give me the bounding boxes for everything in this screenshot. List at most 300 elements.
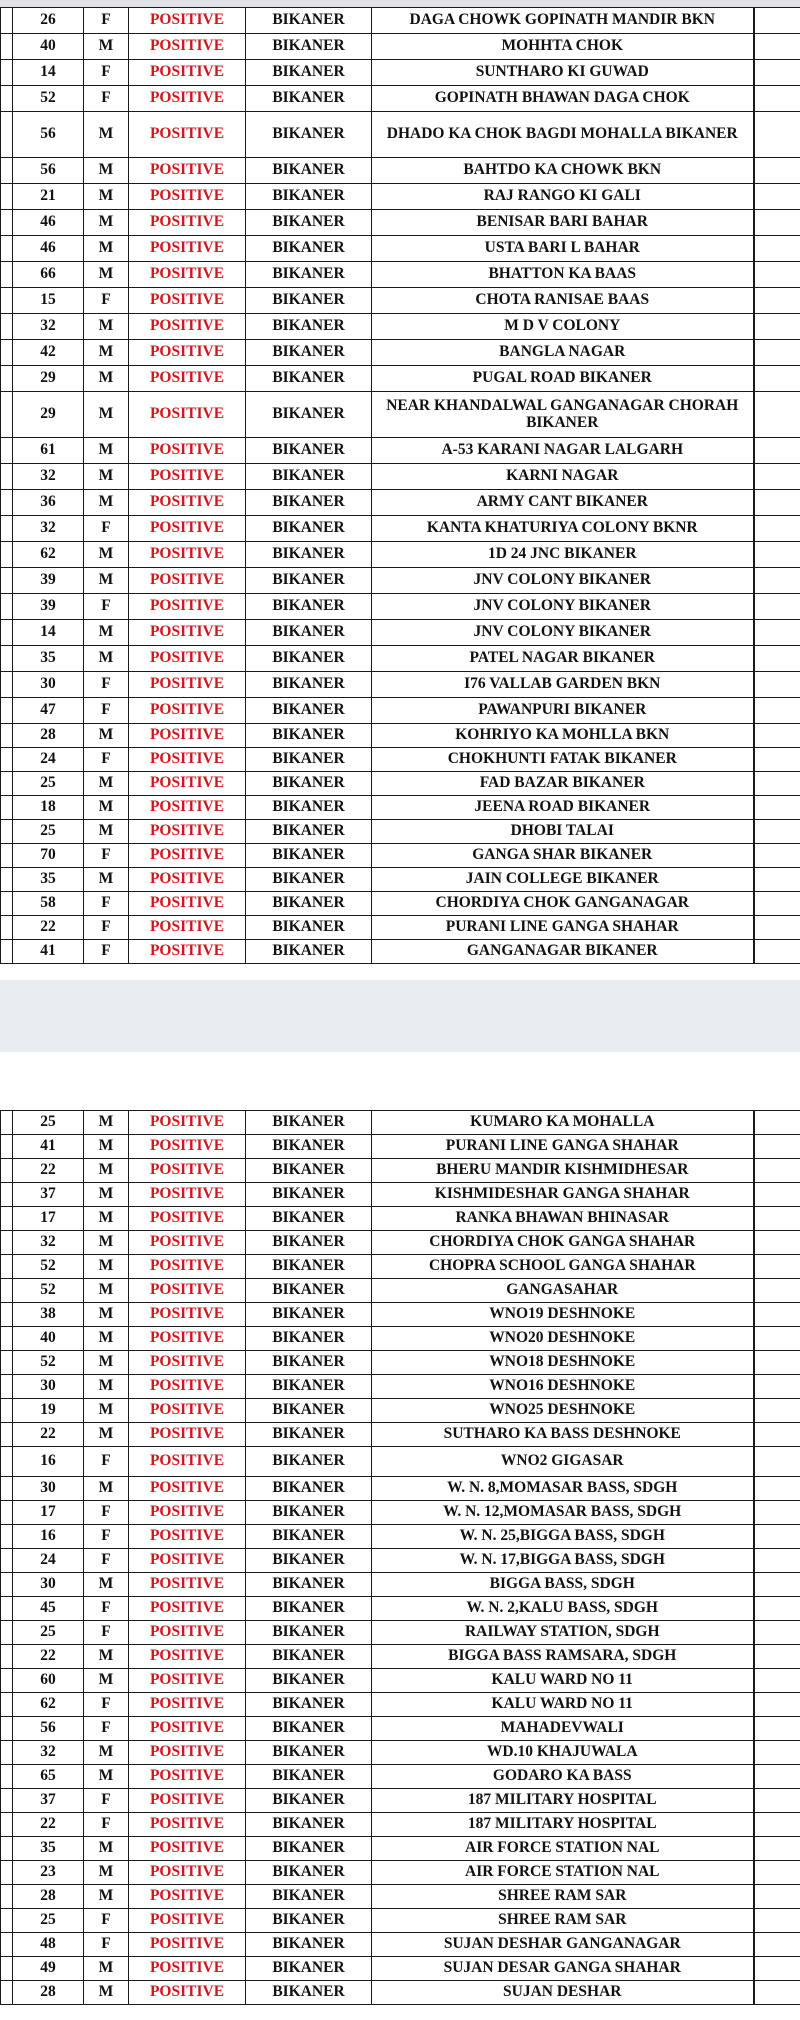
address-cell: WNO18 DESHNOKE: [372, 1351, 754, 1375]
age-cell: 32: [13, 314, 84, 340]
status-cell: POSITIVE: [129, 724, 246, 748]
age-cell: 22: [13, 916, 84, 940]
gender-cell: F: [84, 288, 129, 314]
address-cell: MAHADEVWALI: [372, 1717, 754, 1741]
row-edge-cell: [1, 1621, 13, 1645]
gender-cell: F: [84, 8, 129, 34]
status-cell: POSITIVE: [129, 1813, 246, 1837]
row-edge-cell: [1, 1501, 13, 1525]
age-cell: 35: [13, 868, 84, 892]
status-cell: POSITIVE: [129, 772, 246, 796]
address-cell: MOHHTA CHOK: [372, 34, 754, 60]
address-cell: WNO16 DESHNOKE: [372, 1375, 754, 1399]
age-cell: 35: [13, 646, 84, 672]
address-cell: KISHMIDESHAR GANGA SHAHAR: [372, 1183, 754, 1207]
district-cell: BIKANER: [246, 796, 372, 820]
status-cell: POSITIVE: [129, 366, 246, 392]
address-cell: CHOPRA SCHOOL GANGA SHAHAR: [372, 1255, 754, 1279]
age-cell: 41: [13, 1135, 84, 1159]
district-cell: BIKANER: [246, 772, 372, 796]
age-cell: 17: [13, 1501, 84, 1525]
row-edge-cell: [1, 464, 13, 490]
district-cell: BIKANER: [246, 1597, 372, 1621]
row-edge-cell: [1, 262, 13, 288]
row-edge-cell: [1, 594, 13, 620]
status-cell: POSITIVE: [129, 86, 246, 112]
row-edge-cell: [1, 1327, 13, 1351]
status-cell: POSITIVE: [129, 1183, 246, 1207]
district-cell: BIKANER: [246, 1231, 372, 1255]
address-cell: W. N. 12,MOMASAR BASS, SDGH: [372, 1501, 754, 1525]
row-trailing-cell: [754, 620, 800, 646]
age-cell: 39: [13, 568, 84, 594]
table-row: [1, 86, 800, 112]
status-cell: POSITIVE: [129, 892, 246, 916]
table-row: [1, 672, 800, 698]
table-row: [1, 438, 800, 464]
row-edge-cell: [1, 1789, 13, 1813]
age-cell: 37: [13, 1183, 84, 1207]
address-cell: NEAR KHANDALWAL GANGANAGAR CHORAH BIKANER: [372, 392, 754, 438]
row-trailing-cell: [754, 844, 800, 868]
gender-cell: M: [84, 1279, 129, 1303]
row-edge-cell: [1, 112, 13, 158]
table-row: [1, 1111, 800, 1135]
address-cell: BAHTDO KA CHOWK BKN: [372, 158, 754, 184]
row-trailing-cell: [754, 1447, 800, 1477]
address-cell: RAJ RANGO KI GALI: [372, 184, 754, 210]
gender-cell: M: [84, 1327, 129, 1351]
row-edge-cell: [1, 288, 13, 314]
row-trailing-cell: [754, 1111, 800, 1135]
status-cell: POSITIVE: [129, 1885, 246, 1909]
district-cell: BIKANER: [246, 1375, 372, 1399]
district-cell: BIKANER: [246, 1183, 372, 1207]
district-cell: BIKANER: [246, 1159, 372, 1183]
row-trailing-cell: [754, 1765, 800, 1789]
row-trailing-cell: [754, 646, 800, 672]
row-edge-cell: [1, 1231, 13, 1255]
row-trailing-cell: [754, 1501, 800, 1525]
age-cell: 30: [13, 672, 84, 698]
gender-cell: M: [84, 1255, 129, 1279]
district-cell: BIKANER: [246, 1621, 372, 1645]
row-trailing-cell: [754, 1327, 800, 1351]
address-cell: SUTHARO KA BASS DESHNOKE: [372, 1423, 754, 1447]
row-edge-cell: [1, 820, 13, 844]
row-trailing-cell: [754, 1957, 800, 1981]
row-edge-cell: [1, 340, 13, 366]
row-trailing-cell: [754, 724, 800, 748]
address-cell: A-53 KARANI NAGAR LALGARH: [372, 438, 754, 464]
gender-cell: M: [84, 1477, 129, 1501]
address-cell: SHREE RAM SAR: [372, 1909, 754, 1933]
district-cell: BIKANER: [246, 34, 372, 60]
gender-cell: F: [84, 748, 129, 772]
address-cell: GANGANAGAR BIKANER: [372, 940, 754, 964]
age-cell: 17: [13, 1207, 84, 1231]
gender-cell: F: [84, 844, 129, 868]
row-edge-cell: [1, 1861, 13, 1885]
age-cell: 18: [13, 796, 84, 820]
district-cell: BIKANER: [246, 288, 372, 314]
gender-cell: M: [84, 1111, 129, 1135]
status-cell: POSITIVE: [129, 1645, 246, 1669]
address-cell: BENISAR BARI BAHAR: [372, 210, 754, 236]
patient-table-1: [0, 7, 800, 964]
row-trailing-cell: [754, 820, 800, 844]
row-edge-cell: [1, 1183, 13, 1207]
gender-cell: M: [84, 1861, 129, 1885]
table-row: [1, 1573, 800, 1597]
table-row: [1, 1549, 800, 1573]
district-cell: BIKANER: [246, 1981, 372, 2005]
table-row: [1, 1327, 800, 1351]
status-cell: POSITIVE: [129, 1501, 246, 1525]
status-cell: POSITIVE: [129, 1741, 246, 1765]
age-cell: 21: [13, 184, 84, 210]
status-cell: POSITIVE: [129, 1327, 246, 1351]
district-cell: BIKANER: [246, 1813, 372, 1837]
address-cell: CHORDIYA CHOK GANGANAGAR: [372, 892, 754, 916]
status-cell: POSITIVE: [129, 1693, 246, 1717]
address-cell: AIR FORCE STATION NAL: [372, 1837, 754, 1861]
row-trailing-cell: [754, 1717, 800, 1741]
table-row: [1, 892, 800, 916]
status-cell: POSITIVE: [129, 1111, 246, 1135]
gender-cell: M: [84, 820, 129, 844]
gender-cell: M: [84, 112, 129, 158]
status-cell: POSITIVE: [129, 184, 246, 210]
address-cell: PURANI LINE GANGA SHAHAR: [372, 916, 754, 940]
row-edge-cell: [1, 34, 13, 60]
gender-cell: M: [84, 262, 129, 288]
status-cell: POSITIVE: [129, 646, 246, 672]
district-cell: BIKANER: [246, 568, 372, 594]
row-edge-cell: [1, 1717, 13, 1741]
row-edge-cell: [1, 1423, 13, 1447]
row-edge-cell: [1, 1573, 13, 1597]
status-cell: POSITIVE: [129, 60, 246, 86]
age-cell: 32: [13, 1741, 84, 1765]
age-cell: 22: [13, 1423, 84, 1447]
age-cell: 25: [13, 772, 84, 796]
row-trailing-cell: [754, 1549, 800, 1573]
address-cell: PURANI LINE GANGA SHAHAR: [372, 1135, 754, 1159]
district-cell: BIKANER: [246, 844, 372, 868]
address-cell: KARNI NAGAR: [372, 464, 754, 490]
row-trailing-cell: [754, 1861, 800, 1885]
row-edge-cell: [1, 646, 13, 672]
address-cell: 187 MILITARY HOSPITAL: [372, 1789, 754, 1813]
row-trailing-cell: [754, 1885, 800, 1909]
row-trailing-cell: [754, 1645, 800, 1669]
status-cell: POSITIVE: [129, 1597, 246, 1621]
table-row: [1, 1255, 800, 1279]
table-row: [1, 916, 800, 940]
row-trailing-cell: [754, 1837, 800, 1861]
row-edge-cell: [1, 1399, 13, 1423]
row-edge-cell: [1, 366, 13, 392]
table-row: [1, 392, 800, 438]
row-trailing-cell: [754, 868, 800, 892]
age-cell: 49: [13, 1957, 84, 1981]
age-cell: 22: [13, 1645, 84, 1669]
district-cell: BIKANER: [246, 60, 372, 86]
age-cell: 22: [13, 1813, 84, 1837]
row-trailing-cell: [754, 594, 800, 620]
district-cell: BIKANER: [246, 464, 372, 490]
table-row: [1, 1957, 800, 1981]
address-cell: KANTA KHATURIYA COLONY BKNR: [372, 516, 754, 542]
table-row: [1, 1231, 800, 1255]
age-cell: 14: [13, 620, 84, 646]
row-edge-cell: [1, 1303, 13, 1327]
gender-cell: M: [84, 464, 129, 490]
table-row: [1, 844, 800, 868]
district-cell: BIKANER: [246, 724, 372, 748]
row-trailing-cell: [754, 748, 800, 772]
row-edge-cell: [1, 868, 13, 892]
age-cell: 23: [13, 1861, 84, 1885]
gender-cell: M: [84, 868, 129, 892]
row-edge-cell: [1, 184, 13, 210]
table-row: [1, 748, 800, 772]
row-trailing-cell: [754, 1231, 800, 1255]
row-trailing-cell: [754, 940, 800, 964]
age-cell: 30: [13, 1573, 84, 1597]
row-trailing-cell: [754, 1303, 800, 1327]
district-cell: BIKANER: [246, 516, 372, 542]
address-cell: JEENA ROAD BIKANER: [372, 796, 754, 820]
gender-cell: M: [84, 1399, 129, 1423]
age-cell: 25: [13, 1909, 84, 1933]
district-cell: BIKANER: [246, 1525, 372, 1549]
gender-cell: M: [84, 1423, 129, 1447]
gender-cell: M: [84, 542, 129, 568]
district-cell: BIKANER: [246, 1789, 372, 1813]
status-cell: POSITIVE: [129, 672, 246, 698]
row-trailing-cell: [754, 1375, 800, 1399]
age-cell: 46: [13, 210, 84, 236]
age-cell: 24: [13, 1549, 84, 1573]
table-row: [1, 1909, 800, 1933]
row-edge-cell: [1, 772, 13, 796]
district-cell: BIKANER: [246, 1477, 372, 1501]
address-cell: SHREE RAM SAR: [372, 1885, 754, 1909]
age-cell: 42: [13, 340, 84, 366]
address-cell: BHATTON KA BAAS: [372, 262, 754, 288]
district-cell: BIKANER: [246, 1837, 372, 1861]
row-trailing-cell: [754, 1933, 800, 1957]
table-row: [1, 1765, 800, 1789]
row-trailing-cell: [754, 1525, 800, 1549]
address-cell: CHOKHUNTI FATAK BIKANER: [372, 748, 754, 772]
row-edge-cell: [1, 1669, 13, 1693]
gender-cell: M: [84, 1183, 129, 1207]
gender-cell: M: [84, 392, 129, 438]
status-cell: POSITIVE: [129, 1231, 246, 1255]
district-cell: BIKANER: [246, 820, 372, 844]
address-cell: KALU WARD NO 11: [372, 1693, 754, 1717]
age-cell: 60: [13, 1669, 84, 1693]
address-cell: JNV COLONY BIKANER: [372, 594, 754, 620]
gender-cell: M: [84, 366, 129, 392]
district-cell: BIKANER: [246, 620, 372, 646]
row-trailing-cell: [754, 8, 800, 34]
district-cell: BIKANER: [246, 112, 372, 158]
district-cell: BIKANER: [246, 340, 372, 366]
row-edge-cell: [1, 8, 13, 34]
gender-cell: M: [84, 620, 129, 646]
gender-cell: F: [84, 1597, 129, 1621]
address-cell: DAGA CHOWK GOPINATH MANDIR BKN: [372, 8, 754, 34]
status-cell: POSITIVE: [129, 158, 246, 184]
row-trailing-cell: [754, 516, 800, 542]
gender-cell: F: [84, 1621, 129, 1645]
age-cell: 38: [13, 1303, 84, 1327]
district-cell: BIKANER: [246, 542, 372, 568]
row-edge-cell: [1, 1765, 13, 1789]
address-cell: GOPINATH BHAWAN DAGA CHOK: [372, 86, 754, 112]
age-cell: 30: [13, 1375, 84, 1399]
gender-cell: F: [84, 1447, 129, 1477]
row-trailing-cell: [754, 1255, 800, 1279]
age-cell: 16: [13, 1525, 84, 1549]
status-cell: POSITIVE: [129, 868, 246, 892]
gender-cell: M: [84, 1885, 129, 1909]
table-row: [1, 1813, 800, 1837]
row-edge-cell: [1, 1837, 13, 1861]
district-cell: BIKANER: [246, 1549, 372, 1573]
address-cell: WNO20 DESHNOKE: [372, 1327, 754, 1351]
row-trailing-cell: [754, 314, 800, 340]
status-cell: POSITIVE: [129, 1255, 246, 1279]
row-edge-cell: [1, 672, 13, 698]
row-trailing-cell: [754, 796, 800, 820]
status-cell: POSITIVE: [129, 1549, 246, 1573]
gender-cell: M: [84, 314, 129, 340]
gender-cell: F: [84, 1501, 129, 1525]
age-cell: 48: [13, 1933, 84, 1957]
district-cell: BIKANER: [246, 314, 372, 340]
gender-cell: F: [84, 940, 129, 964]
row-edge-cell: [1, 620, 13, 646]
row-trailing-cell: [754, 1477, 800, 1501]
table-row: [1, 1525, 800, 1549]
age-cell: 24: [13, 748, 84, 772]
district-cell: BIKANER: [246, 1933, 372, 1957]
row-edge-cell: [1, 516, 13, 542]
row-edge-cell: [1, 490, 13, 516]
gender-cell: M: [84, 1351, 129, 1375]
age-cell: 66: [13, 262, 84, 288]
row-trailing-cell: [754, 340, 800, 366]
address-cell: JAIN COLLEGE BIKANER: [372, 868, 754, 892]
district-cell: BIKANER: [246, 1765, 372, 1789]
row-edge-cell: [1, 568, 13, 594]
row-trailing-cell: [754, 1741, 800, 1765]
age-cell: 36: [13, 490, 84, 516]
table-row: [1, 366, 800, 392]
status-cell: POSITIVE: [129, 1423, 246, 1447]
table-row: [1, 34, 800, 60]
gender-cell: M: [84, 1303, 129, 1327]
gender-cell: M: [84, 568, 129, 594]
district-cell: BIKANER: [246, 1327, 372, 1351]
district-cell: BIKANER: [246, 1717, 372, 1741]
row-trailing-cell: [754, 1159, 800, 1183]
table-row: [1, 1375, 800, 1399]
row-trailing-cell: [754, 236, 800, 262]
status-cell: POSITIVE: [129, 8, 246, 34]
age-cell: 32: [13, 1231, 84, 1255]
status-cell: POSITIVE: [129, 288, 246, 314]
gender-cell: M: [84, 1231, 129, 1255]
row-trailing-cell: [754, 1621, 800, 1645]
district-cell: BIKANER: [246, 1351, 372, 1375]
age-cell: 35: [13, 1837, 84, 1861]
age-cell: 32: [13, 516, 84, 542]
age-cell: 70: [13, 844, 84, 868]
table-row: [1, 698, 800, 724]
status-cell: POSITIVE: [129, 34, 246, 60]
age-cell: 26: [13, 8, 84, 34]
gender-cell: F: [84, 594, 129, 620]
status-cell: POSITIVE: [129, 1279, 246, 1303]
address-cell: BHERU MANDIR KISHMIDHESAR: [372, 1159, 754, 1183]
gender-cell: F: [84, 60, 129, 86]
age-cell: 62: [13, 542, 84, 568]
row-trailing-cell: [754, 1573, 800, 1597]
table-row: [1, 1159, 800, 1183]
address-cell: JNV COLONY BIKANER: [372, 568, 754, 594]
address-cell: SUJAN DESHAR: [372, 1981, 754, 2005]
row-trailing-cell: [754, 464, 800, 490]
row-trailing-cell: [754, 916, 800, 940]
gender-cell: M: [84, 1981, 129, 2005]
district-cell: BIKANER: [246, 1501, 372, 1525]
gender-cell: M: [84, 646, 129, 672]
address-cell: KOHRIYO KA MOHLLA BKN: [372, 724, 754, 748]
gender-cell: M: [84, 210, 129, 236]
gender-cell: M: [84, 1957, 129, 1981]
district-cell: BIKANER: [246, 940, 372, 964]
status-cell: POSITIVE: [129, 568, 246, 594]
age-cell: 52: [13, 1351, 84, 1375]
gender-cell: F: [84, 892, 129, 916]
address-cell: JNV COLONY BIKANER: [372, 620, 754, 646]
address-cell: GODARO KA BASS: [372, 1765, 754, 1789]
district-cell: BIKANER: [246, 438, 372, 464]
row-edge-cell: [1, 1375, 13, 1399]
district-cell: BIKANER: [246, 1861, 372, 1885]
table-row: [1, 1621, 800, 1645]
gender-cell: M: [84, 34, 129, 60]
table-row: [1, 1693, 800, 1717]
status-cell: POSITIVE: [129, 844, 246, 868]
row-edge-cell: [1, 1207, 13, 1231]
address-cell: BIGGA BASS, SDGH: [372, 1573, 754, 1597]
age-cell: 19: [13, 1399, 84, 1423]
status-cell: POSITIVE: [129, 1375, 246, 1399]
row-trailing-cell: [754, 1909, 800, 1933]
row-edge-cell: [1, 1351, 13, 1375]
table-row: [1, 1279, 800, 1303]
age-cell: 46: [13, 236, 84, 262]
gender-cell: M: [84, 796, 129, 820]
age-cell: 28: [13, 1885, 84, 1909]
